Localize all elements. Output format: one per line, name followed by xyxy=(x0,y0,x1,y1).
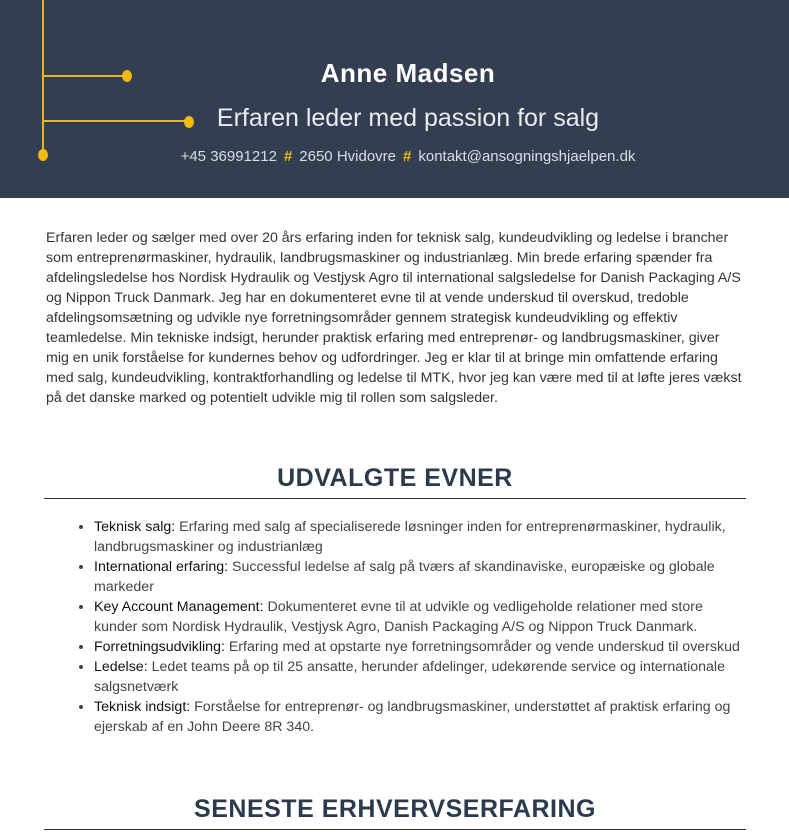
location: 2650 Hvidovre xyxy=(299,148,397,165)
list-item xyxy=(94,697,746,737)
decorative-dot xyxy=(38,149,48,161)
skill-text: Forståelse for entreprenør- og landbrugsmaskiner, understøttet af praktisk erfaring og ejerskab af en John Deere 8R 340. xyxy=(94,699,731,735)
skill-label: Forretningsudvikling: xyxy=(94,639,225,655)
skill-text: Successful ledelse af salg på tværs af skandinaviske, europæiske og globale markeder xyxy=(94,559,715,595)
experience-section-title: SENESTE ERHVERVSERFARING xyxy=(194,795,596,823)
skills-list xyxy=(46,517,746,737)
skill-label: International erfaring: xyxy=(94,559,229,575)
skill-label: Teknisk indsigt: xyxy=(94,699,191,715)
list-item xyxy=(94,517,746,557)
separator-hash: # xyxy=(403,148,412,165)
list-item xyxy=(94,657,746,697)
decorative-line xyxy=(44,75,124,77)
separator-hash: # xyxy=(283,148,293,165)
skill-text: Ledet teams på op til 25 ansatte, herunder afdelinger, udekørende service og internationale salgsnetværk xyxy=(94,659,725,695)
person-name: Anne Madsen xyxy=(320,58,496,88)
skill-label: Teknisk salg: xyxy=(94,519,176,535)
skill-text: Dokumenteret evne til at udvikle og vedligeholde relationer med store kunder som Nordisk Hydraulik, Vestjysk Agro, Danish Packaging A/S og Nippon Truck Danmark. xyxy=(94,599,703,635)
skill-text: Erfaring med at opstarte nye forretningsområder og vende underskud til overskud xyxy=(224,639,740,655)
section-divider xyxy=(44,829,746,830)
section-divider xyxy=(44,498,746,499)
phone-number: +45 36991212 xyxy=(180,148,277,165)
email-address[interactable]: kontakt@ansogningshjaelpen.dk xyxy=(418,148,636,165)
skills-section-title: UDVALGTE EVNER xyxy=(277,464,513,492)
skill-label: Key Account Management: xyxy=(94,599,264,615)
list-item xyxy=(94,637,746,657)
header-banner xyxy=(0,0,789,198)
list-item xyxy=(94,557,746,597)
decorative-dot xyxy=(122,70,132,82)
list-item xyxy=(94,597,746,637)
skill-text: Erfaring med salg af specialiserede løsninger inden for entreprenørmaskiner, hydraulik, landbrugsmaskiner og industrianlæg xyxy=(94,519,726,555)
tagline: Erfaren leder med passion for salg xyxy=(216,104,600,132)
contact-line xyxy=(120,148,696,165)
skill-label: Ledelse: xyxy=(94,659,148,675)
profile-summary: Erfaren leder og sælger med over 20 års erfaring inden for teknisk salg, kundeudvikling og ledelse i brancher som entreprenørmaskiner, hydraulik, landbrugsmaskiner og industrianlæg. Min brede erfaring spænder fra afdelingsledelse hos Nordisk Hydraulik og Vestjysk Agro til international salgsledelse for Danish Packaging A/S og Nippon Truck Danmark. Jeg har en dokumenteret evne til at vende underskud til overskud, tredoble afdelingsomsætning og udvikle nye forretningsområder gennem strategisk kundeudvikling og effektiv teamledelse. Min tekniske indsigt, herunder praktisk erfaring med entreprenør- og landbrugsmaskiner, giver mig en unik forståelse for kundernes behov og udfordringer. Jeg er klar til at bringe min omfattende erfaring med salg, kundeudvikling, kontraktforhandling og ledelse til MTK, hvor jeg kan være med til at løfte jeres vækst på det danske marked og potentielt udvikle mig til rollen som salgsleder. xyxy=(46,230,742,406)
